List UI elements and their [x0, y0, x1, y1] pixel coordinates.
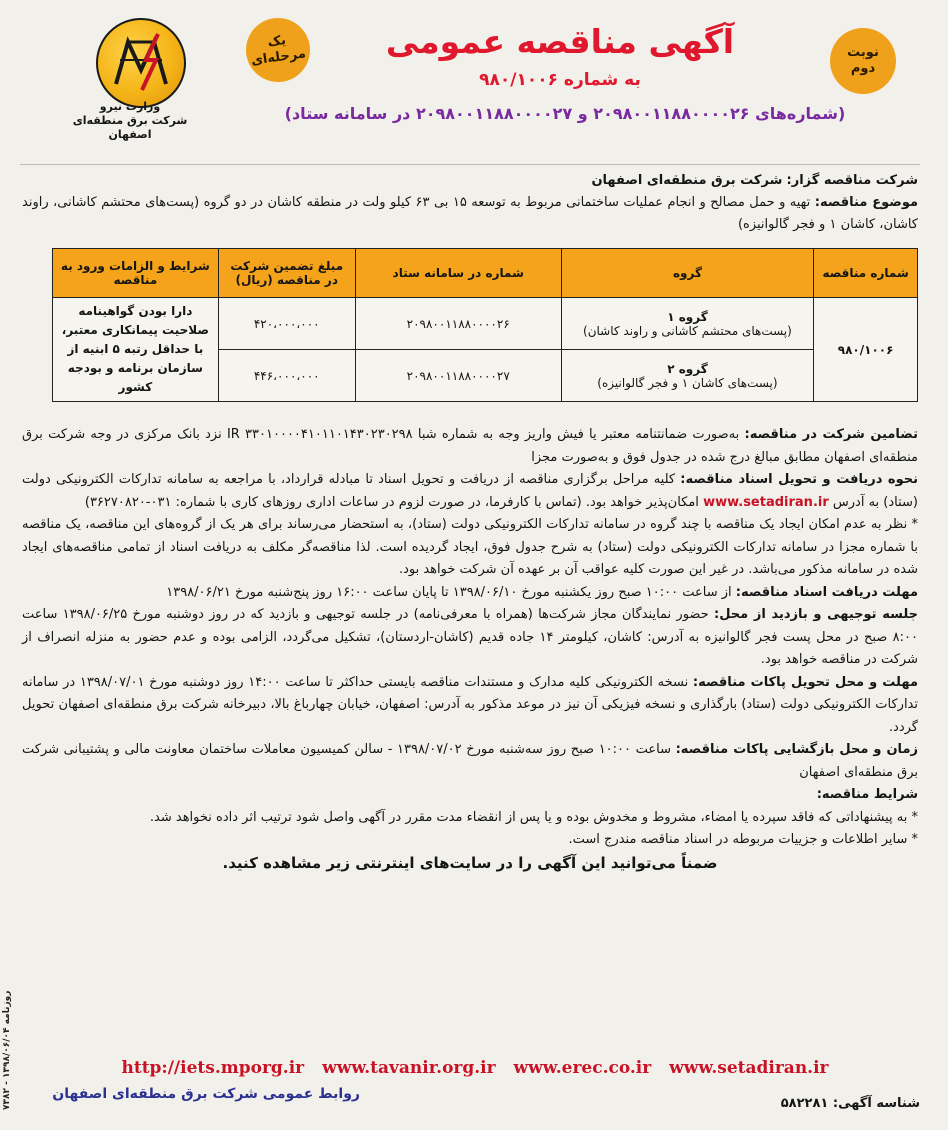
- setad-link[interactable]: www.setadiran.ir: [703, 494, 829, 510]
- website-links: [110, 1058, 840, 1078]
- divider: [20, 164, 920, 165]
- guarantee-label: تضامین شرکت در مناقصه:: [744, 427, 919, 442]
- meeting-label: جلسه توجیهی و بازدید از محل:: [714, 607, 919, 622]
- intro-section: [22, 170, 918, 236]
- delivery-label: مهلت و محل تحویل پاکات مناقصه:: [692, 674, 918, 690]
- header: [0, 0, 948, 160]
- details-section: [22, 424, 918, 874]
- link-mporg[interactable]: http://iets.mporg.ir: [121, 1058, 305, 1078]
- tavanir-logo-icon: [96, 18, 186, 108]
- stage-badge: یک مرحله‌ای: [242, 14, 314, 86]
- conditions-label: شرایط مناقصه:: [816, 787, 918, 802]
- organizer-value: شرکت برق منطقه‌ای اصفهان: [591, 173, 783, 188]
- group-desc: (پست‌های محتشم کاشانی و راوند کاشان): [583, 323, 792, 338]
- opening-label: زمان و محل بازگشایی پاکات مناقصه:: [675, 742, 918, 757]
- docs-text: کلیه مراحل برگزاری مناقصه از دریافت و تحویل اسناد تا مبادله قرارداد، با مراجعه به سامانه تدارکات الکترونیکی دولت (ستاد) به آدرس: [22, 472, 918, 510]
- side-strip: روزنامه ۱۳۹۸/۰۶/۰۴ - ۷۳۸۲: [2, 990, 12, 1110]
- group-desc: (پست‌های کاشان ۱ و فجر گالوانیزه): [597, 375, 778, 390]
- link-erec[interactable]: www.erec.co.ir: [513, 1058, 652, 1078]
- column-header: شماره مناقصه: [814, 249, 918, 298]
- deadline-text: از ساعت ۱۰:۰۰ صبح روز یکشنبه مورخ ۱۳۹۸/۰۶/۱۰ تا پایان ساعت ۱۶:۰۰ روز پنج‌شنبه مورخ ۱۳۹۸/۰۶/۲۱: [166, 584, 732, 600]
- tender-number-cell: ۹۸۰/۱۰۰۶: [814, 298, 918, 402]
- group-cell: [561, 298, 814, 350]
- requirement-cell: دارا بودن گواهینامه صلاحیت پیمانکاری معتبر، با حداقل رتبه ۵ ابنیه از سازمان برنامه و بودجه کشور: [53, 298, 219, 402]
- group-title: گروه ۱: [667, 309, 708, 324]
- ministry-label: [50, 100, 210, 142]
- subject-label: موضوع مناقصه:: [814, 195, 919, 210]
- subject-value: تهیه و حمل مصالح و انجام عملیات ساختمانی مربوط به توسعه ۱۵ بی ۶۳ کیلو ولت در منطقه کاشان در دو گروه (پست‌های محتشم کاشانی، راوند کاشان، کاشان ۱ و فجر گالوانیزه): [22, 195, 918, 232]
- link-setadiran[interactable]: www.setadiran.ir: [669, 1058, 829, 1078]
- column-header: شماره در سامانه ستاد: [355, 249, 561, 298]
- tender-table: [52, 248, 918, 402]
- table-row: [53, 298, 918, 350]
- docs-label: نحوه دریافت و تحویل اسناد مناقصه:: [680, 472, 919, 487]
- page-title: آگهی مناقصه عمومی: [385, 22, 735, 61]
- column-header: مبلغ تضمین شرکت در مناقصه (ریال): [218, 249, 355, 298]
- table-header-row: [53, 249, 918, 298]
- setad-cell: ۲۰۹۸۰۰۱۱۸۸۰۰۰۰۲۶: [355, 298, 561, 350]
- ad-code: شناسه آگهی: ۵۸۲۲۸۱: [780, 1096, 920, 1111]
- ministry-name: وزارت نیرو: [99, 100, 161, 113]
- meeting-text: حضور نمایندگان مجاز شرکت‌ها (همراه با معرفی‌نامه) در جلسه توجیهی و بازدید که در روز دوشنبه مورخ ۱۳۹۸/۰۶/۲۵ ساعت ۸:۰۰ صبح در محل پست فجر گالوانیزه به آدرس: کاشان، کیلومتر ۱۴ جاده قدیم (کاشان-اردستان)، تشکیل می‌گردد، الزامی بوده و عدم حضور به منزله انصراف از شرکت در مناقصه خواهد بود.: [22, 607, 918, 667]
- setad-numbers: (شماره‌های ۲۰۹۸۰۰۱۱۸۸۰۰۰۰۲۶ و ۲۰۹۸۰۰۱۱۸۸۰۰۰۰۲۷ در سامانه ستاد): [284, 104, 846, 123]
- opening-text: ساعت ۱۰:۰۰ صبح روز سه‌شنبه مورخ ۱۳۹۸/۰۷/۰۲ - سالن کمیسیون معاملات ساختمان معاونت مالی و پشتیبانی شرکت برق منطقه‌ای اصفهان: [22, 742, 918, 780]
- public-relations: روابط عمومی شرکت برق منطقه‌ای اصفهان: [52, 1086, 360, 1102]
- delivery-text: نسخه الکترونیکی کلیه مدارک و مستندات مناقصه بایستی حداکثر تا ساعت ۱۴:۰۰ روز دوشنبه مورخ ۱۳۹۸/۰۷/۰۱ در سامانه تدارکات الکترونیکی دولت (ستاد) بارگذاری و نسخه فیزیکی آن نیز در موعد مذکور به آدرس: اصفهان، خیابان چهارباغ بالا، دبیرخانه شرکت برق منطقه‌ای اصفهان تحویل گردد.: [22, 674, 918, 735]
- amount-cell: ۴۲۰،۰۰۰،۰۰۰: [218, 298, 355, 350]
- condition-item: * به پیشنهاداتی که فاقد سپرده یا امضاء، مشروط و مخدوش بوده و یا پس از انقضاء مدت مقرر در آگهی واصل شود ترتیب اثر داده نخواهد شد.: [149, 809, 918, 825]
- closing-text: ضمناً می‌توانید این آگهی را در سایت‌های اینترنتی زیر مشاهده کنید.: [222, 853, 718, 872]
- group-cell: [561, 350, 814, 402]
- deadline-label: مهلت دریافت اسناد مناقصه:: [735, 584, 918, 600]
- tender-number: به شماره ۹۸۰/۱۰۰۶: [479, 70, 641, 90]
- column-header: گروه: [561, 249, 814, 298]
- link-tavanir[interactable]: www.tavanir.org.ir: [322, 1058, 496, 1078]
- note-text: * نظر به عدم امکان ایجاد یک مناقصه با چند گروه در سامانه تدارکات الکترونیکی دولت (ستاد)، به استحضار می‌رساند برای هر یک از گروه‌های این مناقصه، یک مناقصه با شماره مجزا در سامانه تدارکات الکترونیکی دولت (ستاد) به شرح جدول فوق، ایجاد گردیده است. لذا مناقصه‌گر مکلف به دریافت اسناد از تمامی مناقصه‌های ایجاد شده در سامانه مذکور می‌باشد. در غیر این صورت کلیه عواقب آن بر عهده آن شرکت خواهد بود.: [22, 517, 918, 577]
- group-title: گروه ۲: [667, 361, 708, 376]
- docs-text-2: امکان‌پذیر خواهد بود. (تماس با کارفرما، در صورت لزوم در ساعات اداری روزهای کاری با شماره: ۰۳۱-۳۶۲۷۰۸۲۰): [84, 494, 699, 510]
- column-header: شرایط و الزامات ورود به مناقصه: [53, 249, 219, 298]
- guarantee-text: به‌صورت ضمانتنامه معتبر یا فیش واریز وجه به شماره شبا IR ۳۳۰۱۰۰۰۰۴۱۰۱۱۰۱۴۳۰۲۳۰۲۹۸ نزد بانک مرکزی در وجه شرکت برق منطقه‌ای اصفهان مطابق مبالغ درج شده در جدول فوق و به‌صورت مجزا: [22, 427, 918, 465]
- organizer-label: شرکت مناقصه گزار:: [786, 173, 918, 188]
- condition-item: * سایر اطلاعات و جزییات مربوطه در اسناد مناقصه مندرج است.: [568, 832, 918, 847]
- round-badge: نوبت دوم: [830, 28, 896, 94]
- company-short-name: شرکت برق منطقه‌ای اصفهان: [72, 114, 188, 141]
- amount-cell: ۴۴۶،۰۰۰،۰۰۰: [218, 350, 355, 402]
- setad-cell: ۲۰۹۸۰۰۱۱۸۸۰۰۰۰۲۷: [355, 350, 561, 402]
